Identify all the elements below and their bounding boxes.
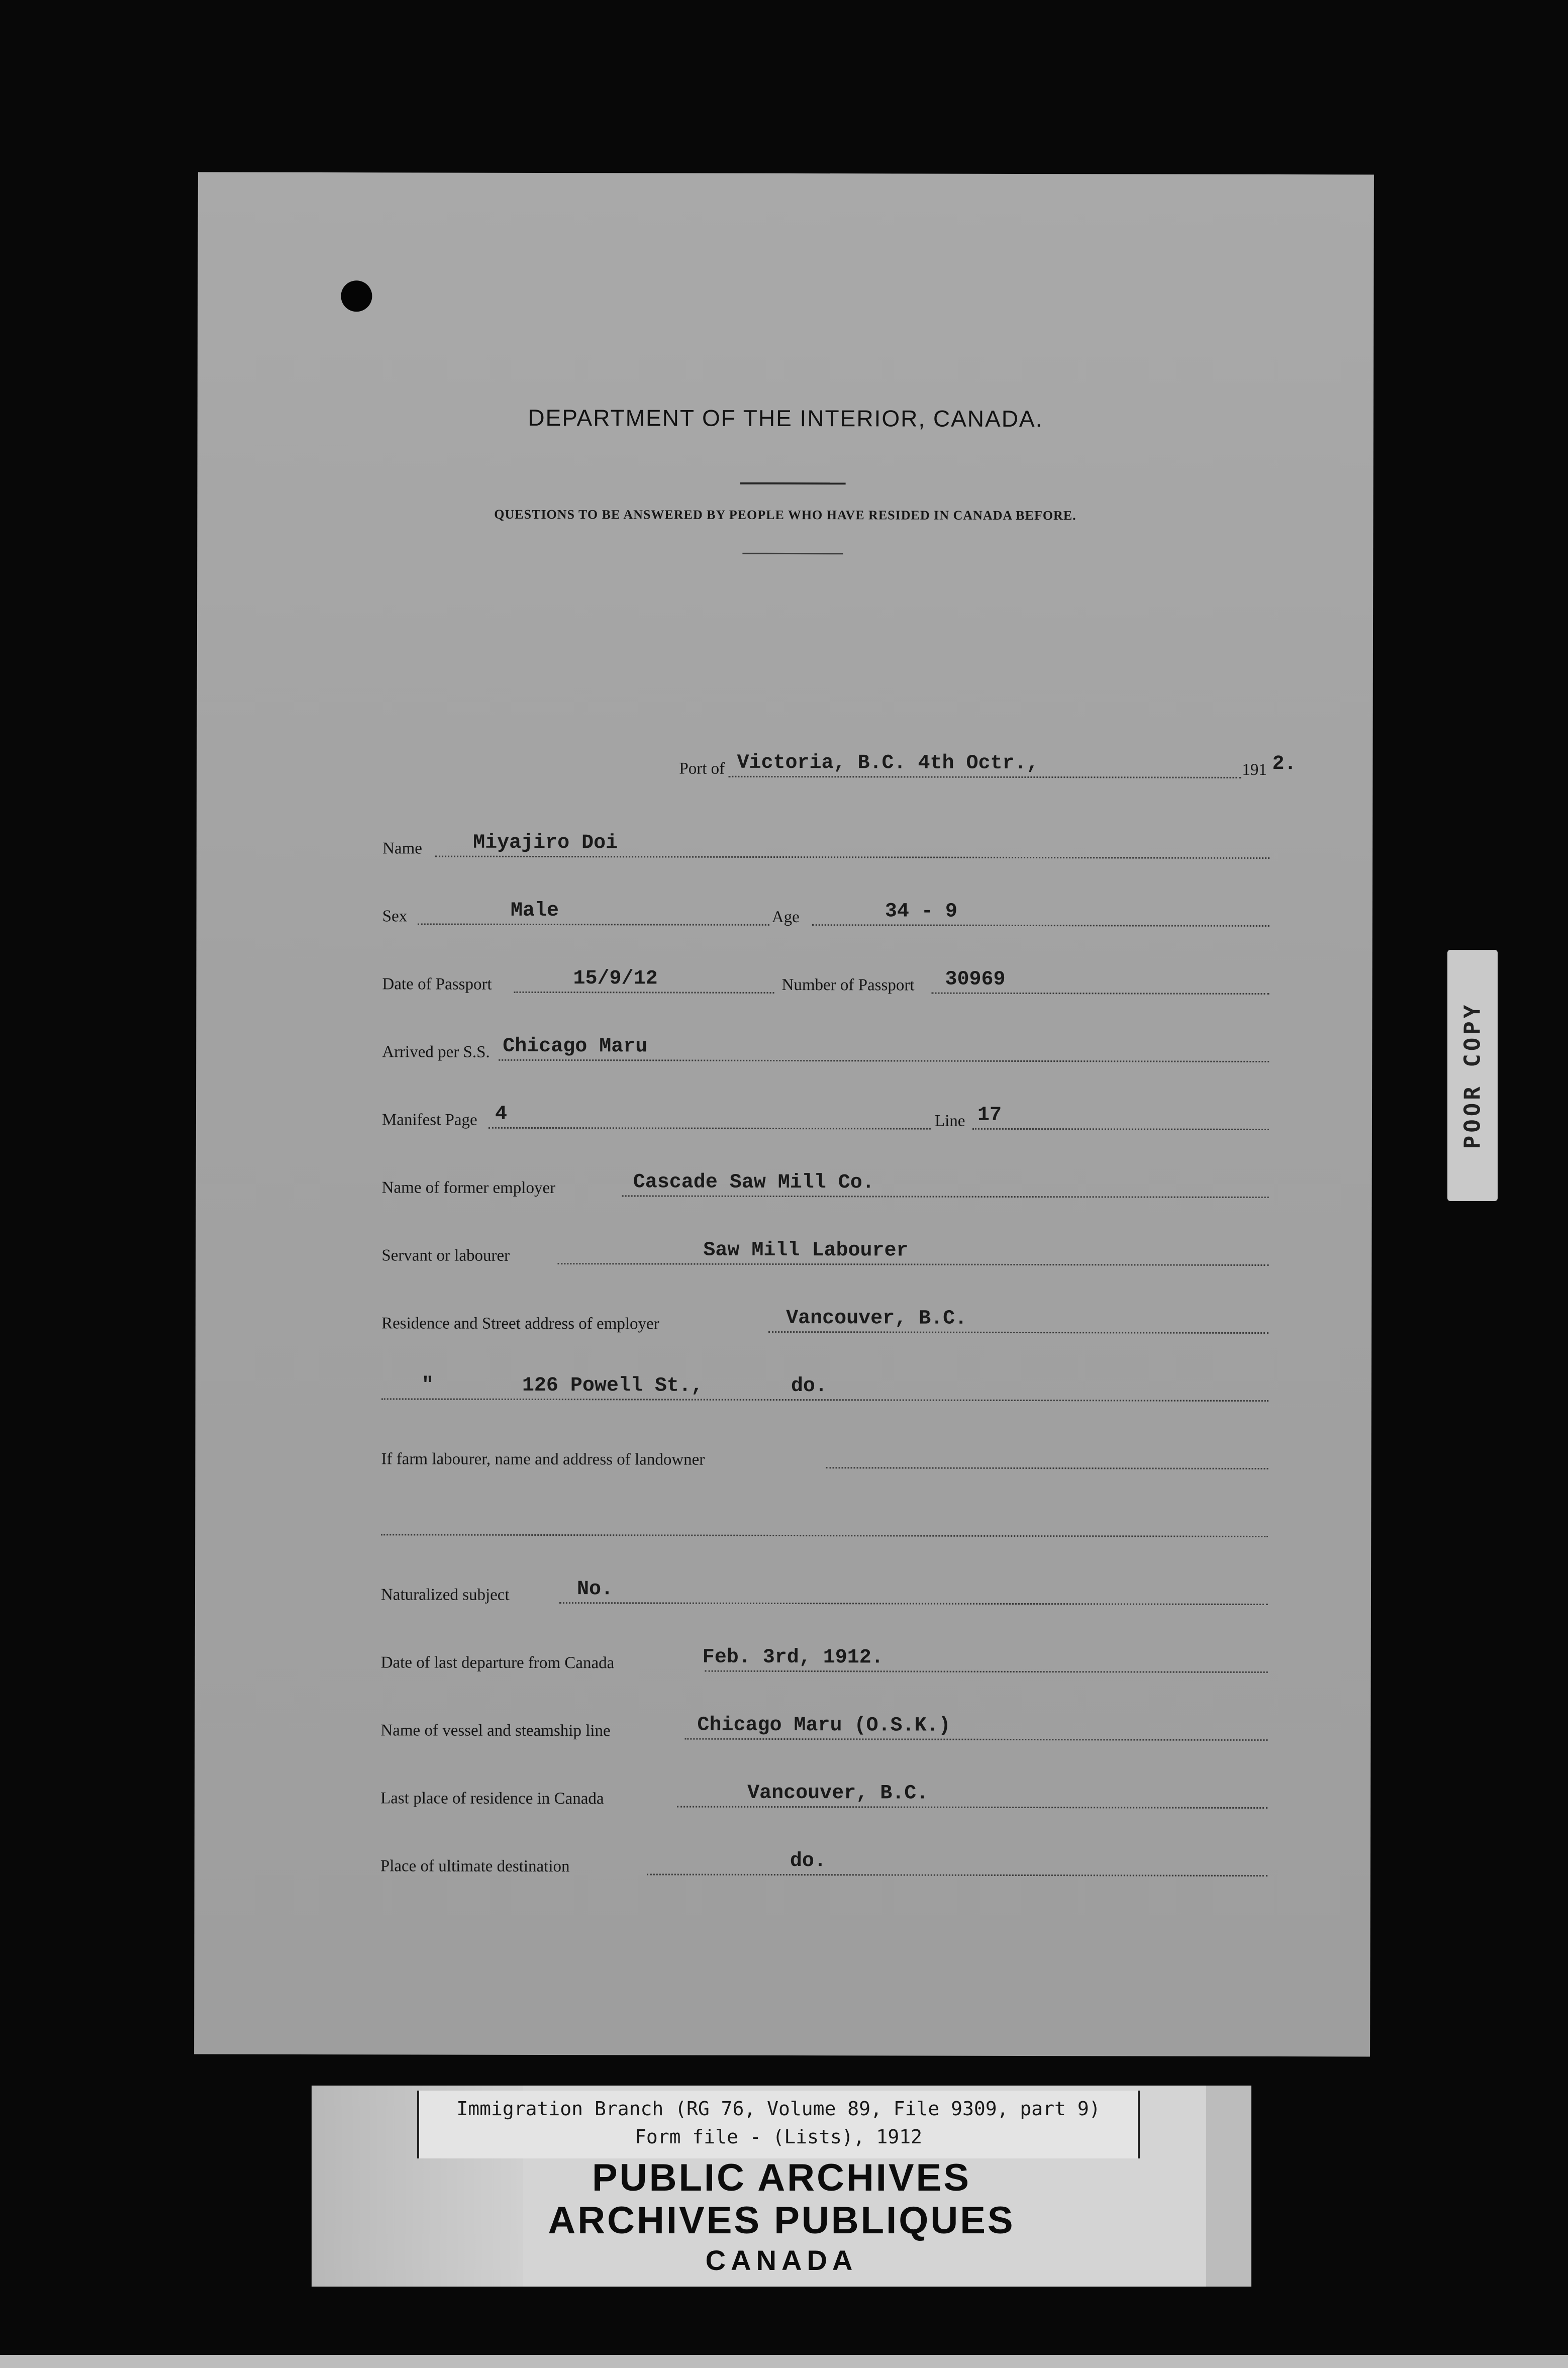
servant-row bbox=[381, 1238, 1271, 1270]
farm-row bbox=[381, 1441, 1271, 1473]
manifest-row bbox=[382, 1102, 1271, 1134]
archives-card bbox=[312, 2086, 1251, 2287]
servant-dotted-line bbox=[557, 1263, 1268, 1266]
year-suffix: 2. bbox=[1272, 753, 1297, 776]
street-value: 126 Powell St., bbox=[522, 1374, 703, 1398]
address-line2-dotted-line bbox=[381, 1398, 1268, 1402]
arrived-row bbox=[382, 1034, 1271, 1066]
vessel-label: Name of vessel and steamship line bbox=[380, 1721, 611, 1740]
name-dotted-line bbox=[435, 856, 1269, 859]
year-prefix: 191 bbox=[1242, 760, 1267, 779]
passport-date-dotted-line bbox=[514, 992, 774, 994]
sex-label: Sex bbox=[382, 907, 408, 926]
age-label: Age bbox=[771, 908, 800, 927]
passport-date-value: 15/9/12 bbox=[573, 967, 658, 991]
sex-dotted-line bbox=[418, 923, 769, 925]
sex-age-row bbox=[382, 899, 1272, 931]
employer-address-dotted-line bbox=[768, 1331, 1268, 1334]
former-employer-row bbox=[382, 1170, 1271, 1202]
form-subtitle: QUESTIONS TO BE ANSWERED BY PEOPLE WHO HAVE RESIDED IN CANADA BEFORE. bbox=[494, 507, 1076, 523]
manifest-page-dotted-line bbox=[488, 1127, 931, 1130]
naturalized-label: Naturalized subject bbox=[380, 1586, 510, 1604]
name-row bbox=[382, 831, 1272, 863]
name-label: Name bbox=[382, 839, 422, 858]
sex-value: Male bbox=[510, 899, 559, 923]
employer-address-label: Residence and Street address of employer bbox=[381, 1314, 659, 1333]
department-title: DEPARTMENT OF THE INTERIOR, CANADA. bbox=[528, 404, 1043, 432]
employer-address-row bbox=[381, 1306, 1271, 1338]
arrived-dotted-line bbox=[499, 1059, 1269, 1062]
title-divider bbox=[740, 482, 846, 484]
last-residence-dotted-line bbox=[677, 1806, 1267, 1809]
archives-line-1: PUBLIC ARCHIVES bbox=[592, 2156, 971, 2199]
manifest-page-label: Manifest Page bbox=[381, 1111, 477, 1129]
employer-address-value: Vancouver, B.C. bbox=[786, 1307, 967, 1330]
destination-label: Place of ultimate destination bbox=[380, 1857, 570, 1876]
vessel-row bbox=[380, 1713, 1270, 1745]
passport-row bbox=[382, 966, 1271, 999]
vessel-value: Chicago Maru (O.S.K.) bbox=[697, 1714, 951, 1737]
address-ditto-value: do. bbox=[791, 1375, 827, 1398]
passport-number-label: Number of Passport bbox=[781, 975, 915, 995]
archives-line-2: ARCHIVES PUBLIQUES bbox=[548, 2199, 1015, 2242]
last-departure-value: Feb. 3rd, 1912. bbox=[702, 1646, 884, 1669]
last-departure-dotted-line bbox=[705, 1670, 1268, 1673]
naturalized-row bbox=[381, 1577, 1270, 1609]
last-departure-row bbox=[381, 1645, 1270, 1677]
farm-label: If farm labourer, name and address of landowner bbox=[381, 1450, 705, 1469]
film-edge-strip bbox=[0, 2355, 1568, 2368]
destination-row bbox=[380, 1848, 1270, 1881]
last-departure-label: Date of last departure from Canada bbox=[380, 1653, 615, 1672]
form-sheet bbox=[194, 172, 1374, 2057]
passport-number-dotted-line bbox=[932, 993, 1269, 995]
servant-value: Saw Mill Labourer bbox=[703, 1239, 909, 1262]
former-employer-value: Cascade Saw Mill Co. bbox=[633, 1171, 874, 1195]
port-label: Port of bbox=[679, 759, 725, 778]
reference-line-2: Form file - (Lists), 1912 bbox=[635, 2126, 922, 2148]
line-label: Line bbox=[934, 1112, 965, 1130]
archives-line-3: CANADA bbox=[705, 2244, 858, 2276]
last-residence-row bbox=[380, 1781, 1270, 1813]
line-dotted-line bbox=[972, 1128, 1269, 1130]
age-value: 34 - 9 bbox=[885, 900, 957, 923]
age-dotted-line bbox=[812, 924, 1269, 927]
last-residence-value: Vancouver, B.C. bbox=[747, 1782, 929, 1805]
port-dotted-line bbox=[728, 776, 1241, 778]
passport-date-label: Date of Passport bbox=[382, 975, 492, 994]
naturalized-value: No. bbox=[576, 1578, 614, 1601]
poor-copy-text: POOR COPY bbox=[1459, 1002, 1486, 1149]
naturalized-dotted-line bbox=[559, 1602, 1268, 1605]
manifest-page-value: 4 bbox=[495, 1103, 508, 1126]
passport-number-value: 30969 bbox=[945, 968, 1006, 991]
arrived-value: Chicago Maru bbox=[503, 1035, 648, 1058]
reference-label bbox=[417, 2091, 1140, 2158]
farm-dotted-line bbox=[826, 1467, 1268, 1469]
port-value: Victoria, B.C. 4th Octr., bbox=[737, 751, 1039, 775]
former-employer-dotted-line bbox=[622, 1195, 1269, 1198]
address-line2-row bbox=[381, 1373, 1271, 1406]
punch-hole bbox=[341, 280, 372, 312]
ditto-mark: " bbox=[421, 1374, 434, 1397]
servant-label: Servant or labourer bbox=[381, 1246, 510, 1265]
line-value: 17 bbox=[977, 1104, 1002, 1127]
destination-dotted-line bbox=[647, 1873, 1267, 1877]
former-employer-label: Name of former employer bbox=[381, 1178, 556, 1198]
subtitle-divider bbox=[742, 553, 843, 554]
farm-continuation-dotted-line bbox=[381, 1534, 1268, 1537]
farm-continuation-row bbox=[381, 1509, 1270, 1541]
last-residence-label: Last place of residence in Canada bbox=[380, 1789, 604, 1808]
vessel-dotted-line bbox=[684, 1738, 1267, 1741]
port-row bbox=[679, 751, 1322, 783]
reference-line-1: Immigration Branch (RG 76, Volume 89, File 9309, part 9) bbox=[456, 2098, 1101, 2120]
name-value: Miyajiro Doi bbox=[473, 831, 618, 855]
poor-copy-stamp bbox=[1447, 950, 1498, 1201]
destination-value: do. bbox=[790, 1850, 826, 1873]
arrived-label: Arrived per S.S. bbox=[382, 1043, 490, 1061]
